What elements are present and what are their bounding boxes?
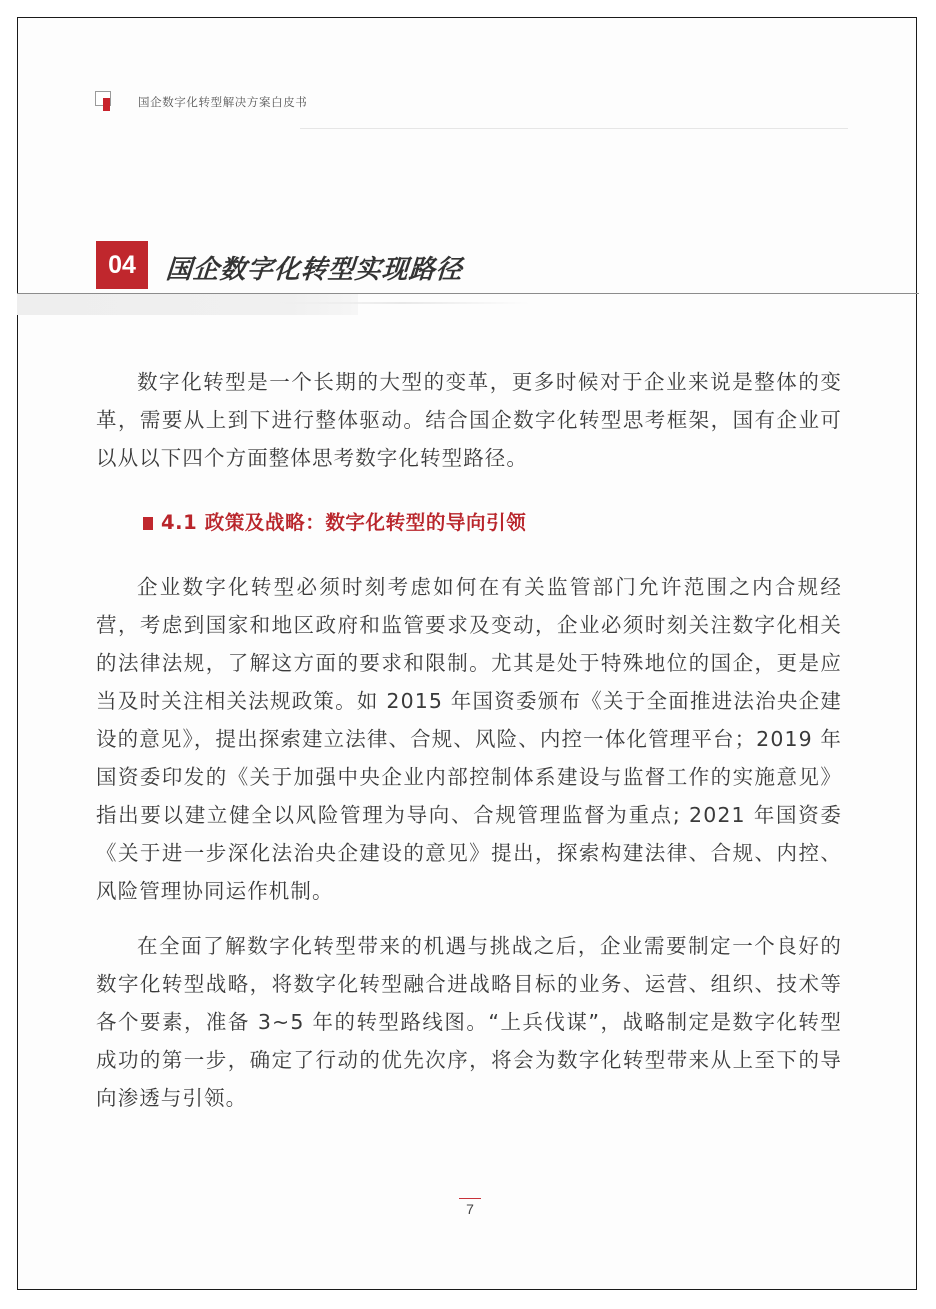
intro-paragraph-block xyxy=(96,363,842,477)
body-paragraph: 在全面了解数字化转型带来的机遇与挑战之后，企业需要制定一个良好的数字化转型战略，将数字化转型融合进战略目标的业务、运营、组织、技术等各个要素，准备 3~5 年的转型路线图。“上兵伐谋”，战略制定是数字化转型成功的第一步，确定了行动的优先次序，将会为数字化转型带来从上至下的导向渗透与引领。 xyxy=(96,934,842,1110)
decorative-band xyxy=(17,294,358,315)
decorative-line xyxy=(275,302,530,304)
chapter-number-badge: 04 xyxy=(96,241,148,289)
red-square-logo-icon xyxy=(103,98,110,111)
section-heading xyxy=(143,507,526,535)
red-square-bullet-icon xyxy=(143,517,153,530)
running-header-title: 国企数字化转型解决方案白皮书 xyxy=(138,95,308,109)
section-body xyxy=(96,568,842,1117)
intro-paragraph: 数字化转型是一个长期的大型的变革，更多时候对于企业来说是整体的变革，需要从上到下进行整体驱动。结合国企数字化转型思考框架，国有企业可以从以下四个方面整体思考数字化转型路径。 xyxy=(96,370,842,470)
section-heading-text: 4.1 政策及战略：数字化转型的导向引领 xyxy=(161,511,527,534)
page-number: 7 xyxy=(466,1201,474,1217)
chapter-title: 国企数字化转型实现路径 xyxy=(164,255,464,285)
body-paragraph: 企业数字化转型必须时刻考虑如何在有关监管部门允许范围之内合规经营，考虑到国家和地区政府和监管要求及变动，企业必须时刻关注数字化相关的法律法规，了解这方面的要求和限制。尤其是处于特殊地位的国企，更是应当及时关注相关法规政策。如 2015 年国资委颁布《关于全面推进法治央企建设的意见》，提出探索建立法律、合规、风险、内控一体化管理平台；2019 年国资委印发的《关于加强中央企业内部控制体系建设与监督工作的实施意见》指出要以建立健全以风险管理为导向、合规管理监督为重点; 2021 年国资委《关于进一步深化法治央企建设的意见》提出，探索构建法律、合规、内控、风险管理协同运作机制。 xyxy=(96,575,842,903)
page-number-rule xyxy=(459,1198,481,1199)
header-divider xyxy=(300,128,848,129)
